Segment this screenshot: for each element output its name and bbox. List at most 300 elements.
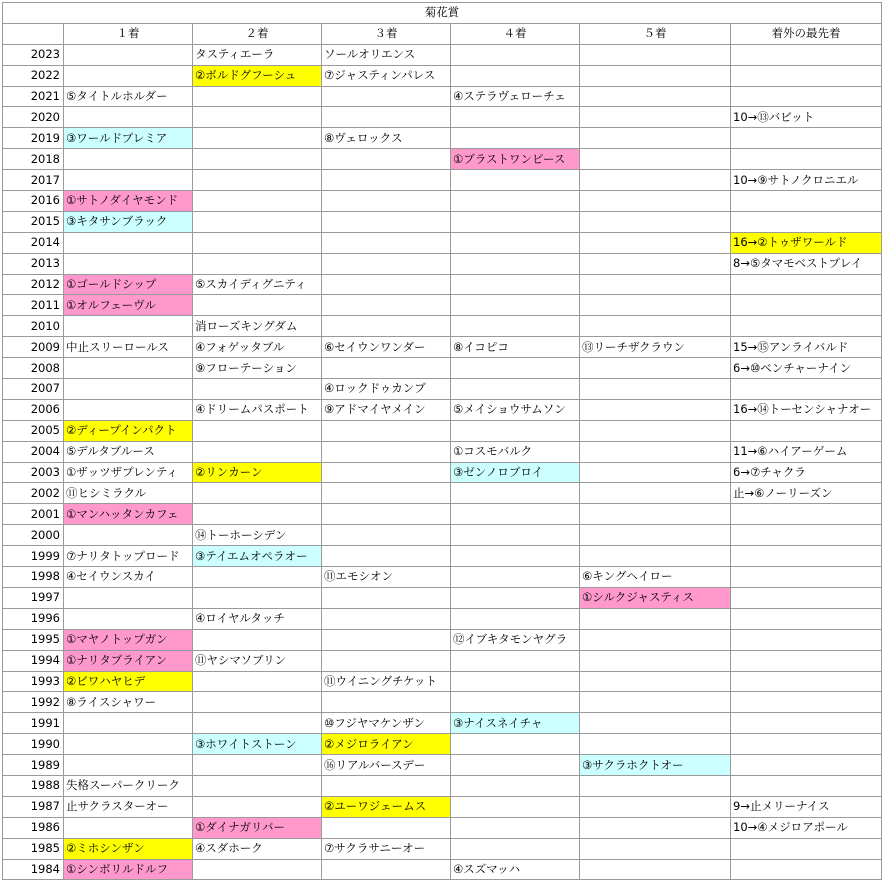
table-cell: ③ワールドプレミア (64, 128, 193, 149)
title-row (3, 3, 882, 24)
table-cell (580, 65, 731, 86)
table-cell (580, 441, 731, 462)
table-cell (64, 734, 193, 755)
table-cell: ②ボルドグフーシュ (193, 65, 322, 86)
table-cell (64, 358, 193, 379)
table-row (3, 525, 882, 546)
table-cell: ⑨フローテーション (193, 358, 322, 379)
table-cell (322, 608, 451, 629)
table-cell (451, 734, 580, 755)
table-cell: 16→②トゥザワールド (731, 232, 882, 253)
table-cell (580, 483, 731, 504)
table-cell: 9→止メリーナイス (731, 796, 882, 817)
table-cell (580, 859, 731, 880)
header-row (3, 23, 882, 44)
table-row (3, 796, 882, 817)
table-cell (451, 796, 580, 817)
table-body (3, 44, 882, 880)
table-cell (731, 379, 882, 400)
table-cell (731, 525, 882, 546)
table-cell (193, 713, 322, 734)
year-cell: 2018 (3, 149, 64, 170)
table-cell (451, 316, 580, 337)
table-row (3, 232, 882, 253)
column-header (3, 23, 64, 44)
table-cell (64, 44, 193, 65)
table-cell (64, 253, 193, 274)
year-cell: 1987 (3, 796, 64, 817)
table-cell: ①シルクジャスティス (580, 587, 731, 608)
table-row (3, 399, 882, 420)
table-cell: ④ロイヤルタッチ (193, 608, 322, 629)
table-cell: ⑪ヒシミラクル (64, 483, 193, 504)
year-cell: 1993 (3, 671, 64, 692)
table-cell (580, 546, 731, 567)
table-cell (451, 838, 580, 859)
table-cell (580, 295, 731, 316)
table-cell (731, 775, 882, 796)
column-header: ３着 (322, 23, 451, 44)
table-cell: ⑥キングヘイロー (580, 567, 731, 588)
table-cell (322, 295, 451, 316)
table-cell (451, 525, 580, 546)
table-cell: 8→⑤タマモベストプレイ (731, 253, 882, 274)
table-row (3, 316, 882, 337)
year-cell: 1998 (3, 567, 64, 588)
table-cell: ④セイウンスカイ (64, 567, 193, 588)
table-cell (731, 420, 882, 441)
table-row (3, 567, 882, 588)
table-cell (322, 859, 451, 880)
table-cell (64, 755, 193, 776)
table-row (3, 107, 882, 128)
table-cell (731, 692, 882, 713)
year-cell: 2000 (3, 525, 64, 546)
table-cell: ③ナイスネイチャ (451, 713, 580, 734)
table-cell (64, 107, 193, 128)
table-cell (580, 44, 731, 65)
table-cell (451, 128, 580, 149)
table-row (3, 859, 882, 880)
table-cell (64, 316, 193, 337)
year-cell: 1985 (3, 838, 64, 859)
table-cell: ⑤タイトルホルダー (64, 86, 193, 107)
table-cell: ①サトノダイヤモンド (64, 191, 193, 212)
year-cell: 1989 (3, 755, 64, 776)
year-cell: 2020 (3, 107, 64, 128)
table-cell (193, 775, 322, 796)
table-cell: ④スズマッハ (451, 859, 580, 880)
table-cell (731, 650, 882, 671)
table-cell (451, 587, 580, 608)
year-cell: 2011 (3, 295, 64, 316)
table-cell: ③サクラホクトオー (580, 755, 731, 776)
year-cell: 1984 (3, 859, 64, 880)
table-cell: 10→⑬バビット (731, 107, 882, 128)
table-cell (322, 191, 451, 212)
table-cell (451, 295, 580, 316)
table-cell (580, 629, 731, 650)
table-row (3, 379, 882, 400)
table-row (3, 170, 882, 191)
table-cell (580, 817, 731, 838)
table-row (3, 65, 882, 86)
table-cell (322, 253, 451, 274)
table-cell (64, 65, 193, 86)
table-cell (64, 170, 193, 191)
table-cell (193, 253, 322, 274)
table-row (3, 838, 882, 859)
table-cell (193, 379, 322, 400)
table-cell (451, 65, 580, 86)
table-cell (451, 232, 580, 253)
table-title: 菊花賞 (3, 3, 882, 24)
table-cell (731, 734, 882, 755)
table-cell (64, 713, 193, 734)
table-row (3, 713, 882, 734)
table-cell (731, 44, 882, 65)
table-cell (193, 629, 322, 650)
table-cell (731, 546, 882, 567)
table-cell (580, 525, 731, 546)
table-cell (64, 817, 193, 838)
table-cell (64, 399, 193, 420)
table-cell (322, 775, 451, 796)
table-cell (193, 149, 322, 170)
table-cell: ②ビワハヤヒデ (64, 671, 193, 692)
table-cell: ⑤メイショウサムソン (451, 399, 580, 420)
table-cell (193, 232, 322, 253)
table-cell (322, 525, 451, 546)
table-cell (731, 191, 882, 212)
year-cell: 1994 (3, 650, 64, 671)
table-cell (580, 316, 731, 337)
table-cell: ④ドリームパスポート (193, 399, 322, 420)
table-cell (193, 796, 322, 817)
table-row (3, 734, 882, 755)
table-cell (193, 420, 322, 441)
table-cell: ①マヤノトップガン (64, 629, 193, 650)
table-cell (580, 650, 731, 671)
table-cell (322, 629, 451, 650)
table-cell: 10→④メジロアポール (731, 817, 882, 838)
table-cell (580, 608, 731, 629)
table-cell (580, 86, 731, 107)
table-row (3, 44, 882, 65)
table-row (3, 775, 882, 796)
table-cell (64, 587, 193, 608)
table-cell: ⑧イコピコ (451, 337, 580, 358)
table-cell (731, 608, 882, 629)
year-cell: 2023 (3, 44, 64, 65)
table-cell (731, 149, 882, 170)
year-cell: 1996 (3, 608, 64, 629)
table-cell (451, 44, 580, 65)
year-cell: 2009 (3, 337, 64, 358)
table-cell (193, 295, 322, 316)
year-cell: 1986 (3, 817, 64, 838)
table-cell (731, 838, 882, 859)
table-cell (580, 420, 731, 441)
table-row (3, 358, 882, 379)
table-cell (580, 170, 731, 191)
year-cell: 2013 (3, 253, 64, 274)
table-cell: タスティエーラ (193, 44, 322, 65)
table-cell (193, 567, 322, 588)
table-cell: 10→⑨サトノクロニエル (731, 170, 882, 191)
table-cell: 15→⑮アンライバルド (731, 337, 882, 358)
table-cell (451, 170, 580, 191)
table-cell (193, 191, 322, 212)
table-cell: ⑬リーチザクラウン (580, 337, 731, 358)
year-cell: 2008 (3, 358, 64, 379)
table-cell: ⑨アドマイヤメイン (322, 399, 451, 420)
table-cell: ⑪ウイニングチケット (322, 671, 451, 692)
table-cell (731, 567, 882, 588)
table-cell (580, 796, 731, 817)
table-cell (451, 755, 580, 776)
table-cell (580, 149, 731, 170)
table-cell (451, 817, 580, 838)
table-cell (451, 608, 580, 629)
table-cell: ③キタサンブラック (64, 211, 193, 232)
table-cell (731, 128, 882, 149)
table-cell (580, 713, 731, 734)
year-cell: 2002 (3, 483, 64, 504)
table-cell (731, 65, 882, 86)
table-cell: ②ミホシンザン (64, 838, 193, 859)
table-row (3, 692, 882, 713)
table-row (3, 86, 882, 107)
table-cell (580, 504, 731, 525)
table-row (3, 671, 882, 692)
table-cell (580, 191, 731, 212)
table-cell: ⑧ライスシャワー (64, 692, 193, 713)
table-row (3, 587, 882, 608)
table-cell: 中止スリーロールス (64, 337, 193, 358)
year-cell: 1999 (3, 546, 64, 567)
table-cell (580, 128, 731, 149)
table-row (3, 337, 882, 358)
table-cell (451, 253, 580, 274)
table-row (3, 817, 882, 838)
year-cell: 2007 (3, 379, 64, 400)
table-cell (580, 211, 731, 232)
table-cell (580, 232, 731, 253)
year-cell: 2022 (3, 65, 64, 86)
year-cell: 2021 (3, 86, 64, 107)
table-cell (731, 295, 882, 316)
year-cell: 2006 (3, 399, 64, 420)
table-cell: ①ザッツザプレンティ (64, 462, 193, 483)
table-cell: 6→⑦チャクラ (731, 462, 882, 483)
table-cell (451, 191, 580, 212)
table-cell (580, 775, 731, 796)
table-cell (580, 671, 731, 692)
table-cell (193, 170, 322, 191)
table-cell: ①ゴールドシップ (64, 274, 193, 295)
table-cell (193, 587, 322, 608)
year-cell: 2015 (3, 211, 64, 232)
table-cell (580, 734, 731, 755)
table-row (3, 650, 882, 671)
table-cell (64, 525, 193, 546)
table-cell (451, 650, 580, 671)
table-cell (322, 420, 451, 441)
year-cell: 2014 (3, 232, 64, 253)
table-cell (451, 567, 580, 588)
year-cell: 2004 (3, 441, 64, 462)
table-cell: ④ロックドゥカンブ (322, 379, 451, 400)
table-cell (451, 504, 580, 525)
column-header: ５着 (580, 23, 731, 44)
year-cell: 2001 (3, 504, 64, 525)
table-cell: ②ユーワジェームス (322, 796, 451, 817)
table-cell (322, 316, 451, 337)
table-cell: ①シンボリルドルフ (64, 859, 193, 880)
table-cell (322, 504, 451, 525)
table-cell: ④スダホーク (193, 838, 322, 859)
year-cell: 1990 (3, 734, 64, 755)
table-row (3, 295, 882, 316)
table-row (3, 608, 882, 629)
table-row (3, 546, 882, 567)
table-cell (322, 358, 451, 379)
table-cell: 止→⑥ノーリーズン (731, 483, 882, 504)
table-cell (731, 713, 882, 734)
table-cell (451, 483, 580, 504)
table-cell: ①マンハッタンカフェ (64, 504, 193, 525)
table-row (3, 483, 882, 504)
table-row (3, 274, 882, 295)
table-cell: 11→⑥ハイアーゲーム (731, 441, 882, 462)
table-cell: ⑤デルタブルース (64, 441, 193, 462)
table-cell: ②リンカーン (193, 462, 322, 483)
table-cell (451, 775, 580, 796)
table-cell (64, 608, 193, 629)
table-cell (64, 379, 193, 400)
table-cell: ⑦ジャスティンパレス (322, 65, 451, 86)
column-header: １着 (64, 23, 193, 44)
table-cell: ⑪エモシオン (322, 567, 451, 588)
table-cell: ④フォゲッタブル (193, 337, 322, 358)
table-cell (731, 316, 882, 337)
table-cell (193, 671, 322, 692)
table-cell: 6→⑩ベンチャーナイン (731, 358, 882, 379)
table-cell (731, 504, 882, 525)
table-cell (322, 149, 451, 170)
table-cell (731, 587, 882, 608)
table-cell (580, 692, 731, 713)
table-row (3, 504, 882, 525)
table-cell (322, 462, 451, 483)
table-cell (322, 86, 451, 107)
table-cell (322, 170, 451, 191)
table-cell: ⑤スカイディグニティ (193, 274, 322, 295)
table-cell (731, 755, 882, 776)
table-cell (322, 817, 451, 838)
column-header: ４着 (451, 23, 580, 44)
table-cell (322, 587, 451, 608)
table-cell: ソールオリエンス (322, 44, 451, 65)
table-cell (193, 86, 322, 107)
year-cell: 1997 (3, 587, 64, 608)
table-cell: 消ローズキングダム (193, 316, 322, 337)
table-cell (451, 420, 580, 441)
table-cell: ③ホワイトストーン (193, 734, 322, 755)
table-cell: ⑦ナリタトップロード (64, 546, 193, 567)
table-cell (731, 671, 882, 692)
table-cell (322, 441, 451, 462)
table-row (3, 462, 882, 483)
table-cell (451, 379, 580, 400)
table-cell (580, 379, 731, 400)
table-cell: ①ブラストワンピース (451, 149, 580, 170)
year-cell: 2019 (3, 128, 64, 149)
table-cell: ⑧ヴェロックス (322, 128, 451, 149)
table-cell (193, 692, 322, 713)
table-cell: ⑫イブキタモンヤグラ (451, 629, 580, 650)
year-cell: 2017 (3, 170, 64, 191)
table-row (3, 441, 882, 462)
table-cell: ①ナリタブライアン (64, 650, 193, 671)
table-cell: ⑥セイウンワンダー (322, 337, 451, 358)
table-cell: ⑩フジヤマケンザン (322, 713, 451, 734)
table-cell: ⑭トーホーシデン (193, 525, 322, 546)
table-cell (580, 358, 731, 379)
table-cell (193, 128, 322, 149)
table-cell (322, 274, 451, 295)
table-cell (193, 504, 322, 525)
table-cell (580, 274, 731, 295)
table-cell (322, 107, 451, 128)
table-cell: ⑦サクラサニーオー (322, 838, 451, 859)
table-cell (322, 650, 451, 671)
year-cell: 1988 (3, 775, 64, 796)
table-cell (64, 149, 193, 170)
year-cell: 1992 (3, 692, 64, 713)
table-cell (193, 107, 322, 128)
year-cell: 2012 (3, 274, 64, 295)
table-cell: ③テイエムオペラオー (193, 546, 322, 567)
table-cell (451, 546, 580, 567)
table-cell (193, 483, 322, 504)
year-cell: 2005 (3, 420, 64, 441)
table-cell (451, 692, 580, 713)
table-row (3, 211, 882, 232)
table-cell (193, 755, 322, 776)
table-cell (731, 86, 882, 107)
table-cell (451, 358, 580, 379)
year-cell: 2016 (3, 191, 64, 212)
table-cell (731, 859, 882, 880)
table-cell: ②ディープインパクト (64, 420, 193, 441)
table-cell: 16→⑭トーセンシャナオー (731, 399, 882, 420)
table-cell (580, 399, 731, 420)
table-cell (322, 232, 451, 253)
table-cell (451, 211, 580, 232)
table-cell (451, 671, 580, 692)
year-cell: 1991 (3, 713, 64, 734)
table-cell (731, 211, 882, 232)
results-table (2, 2, 882, 880)
table-row (3, 191, 882, 212)
table-cell (580, 838, 731, 859)
table-row (3, 629, 882, 650)
table-cell: 止サクラスターオー (64, 796, 193, 817)
table-cell (322, 211, 451, 232)
table-cell: ①オルフェーヴル (64, 295, 193, 316)
